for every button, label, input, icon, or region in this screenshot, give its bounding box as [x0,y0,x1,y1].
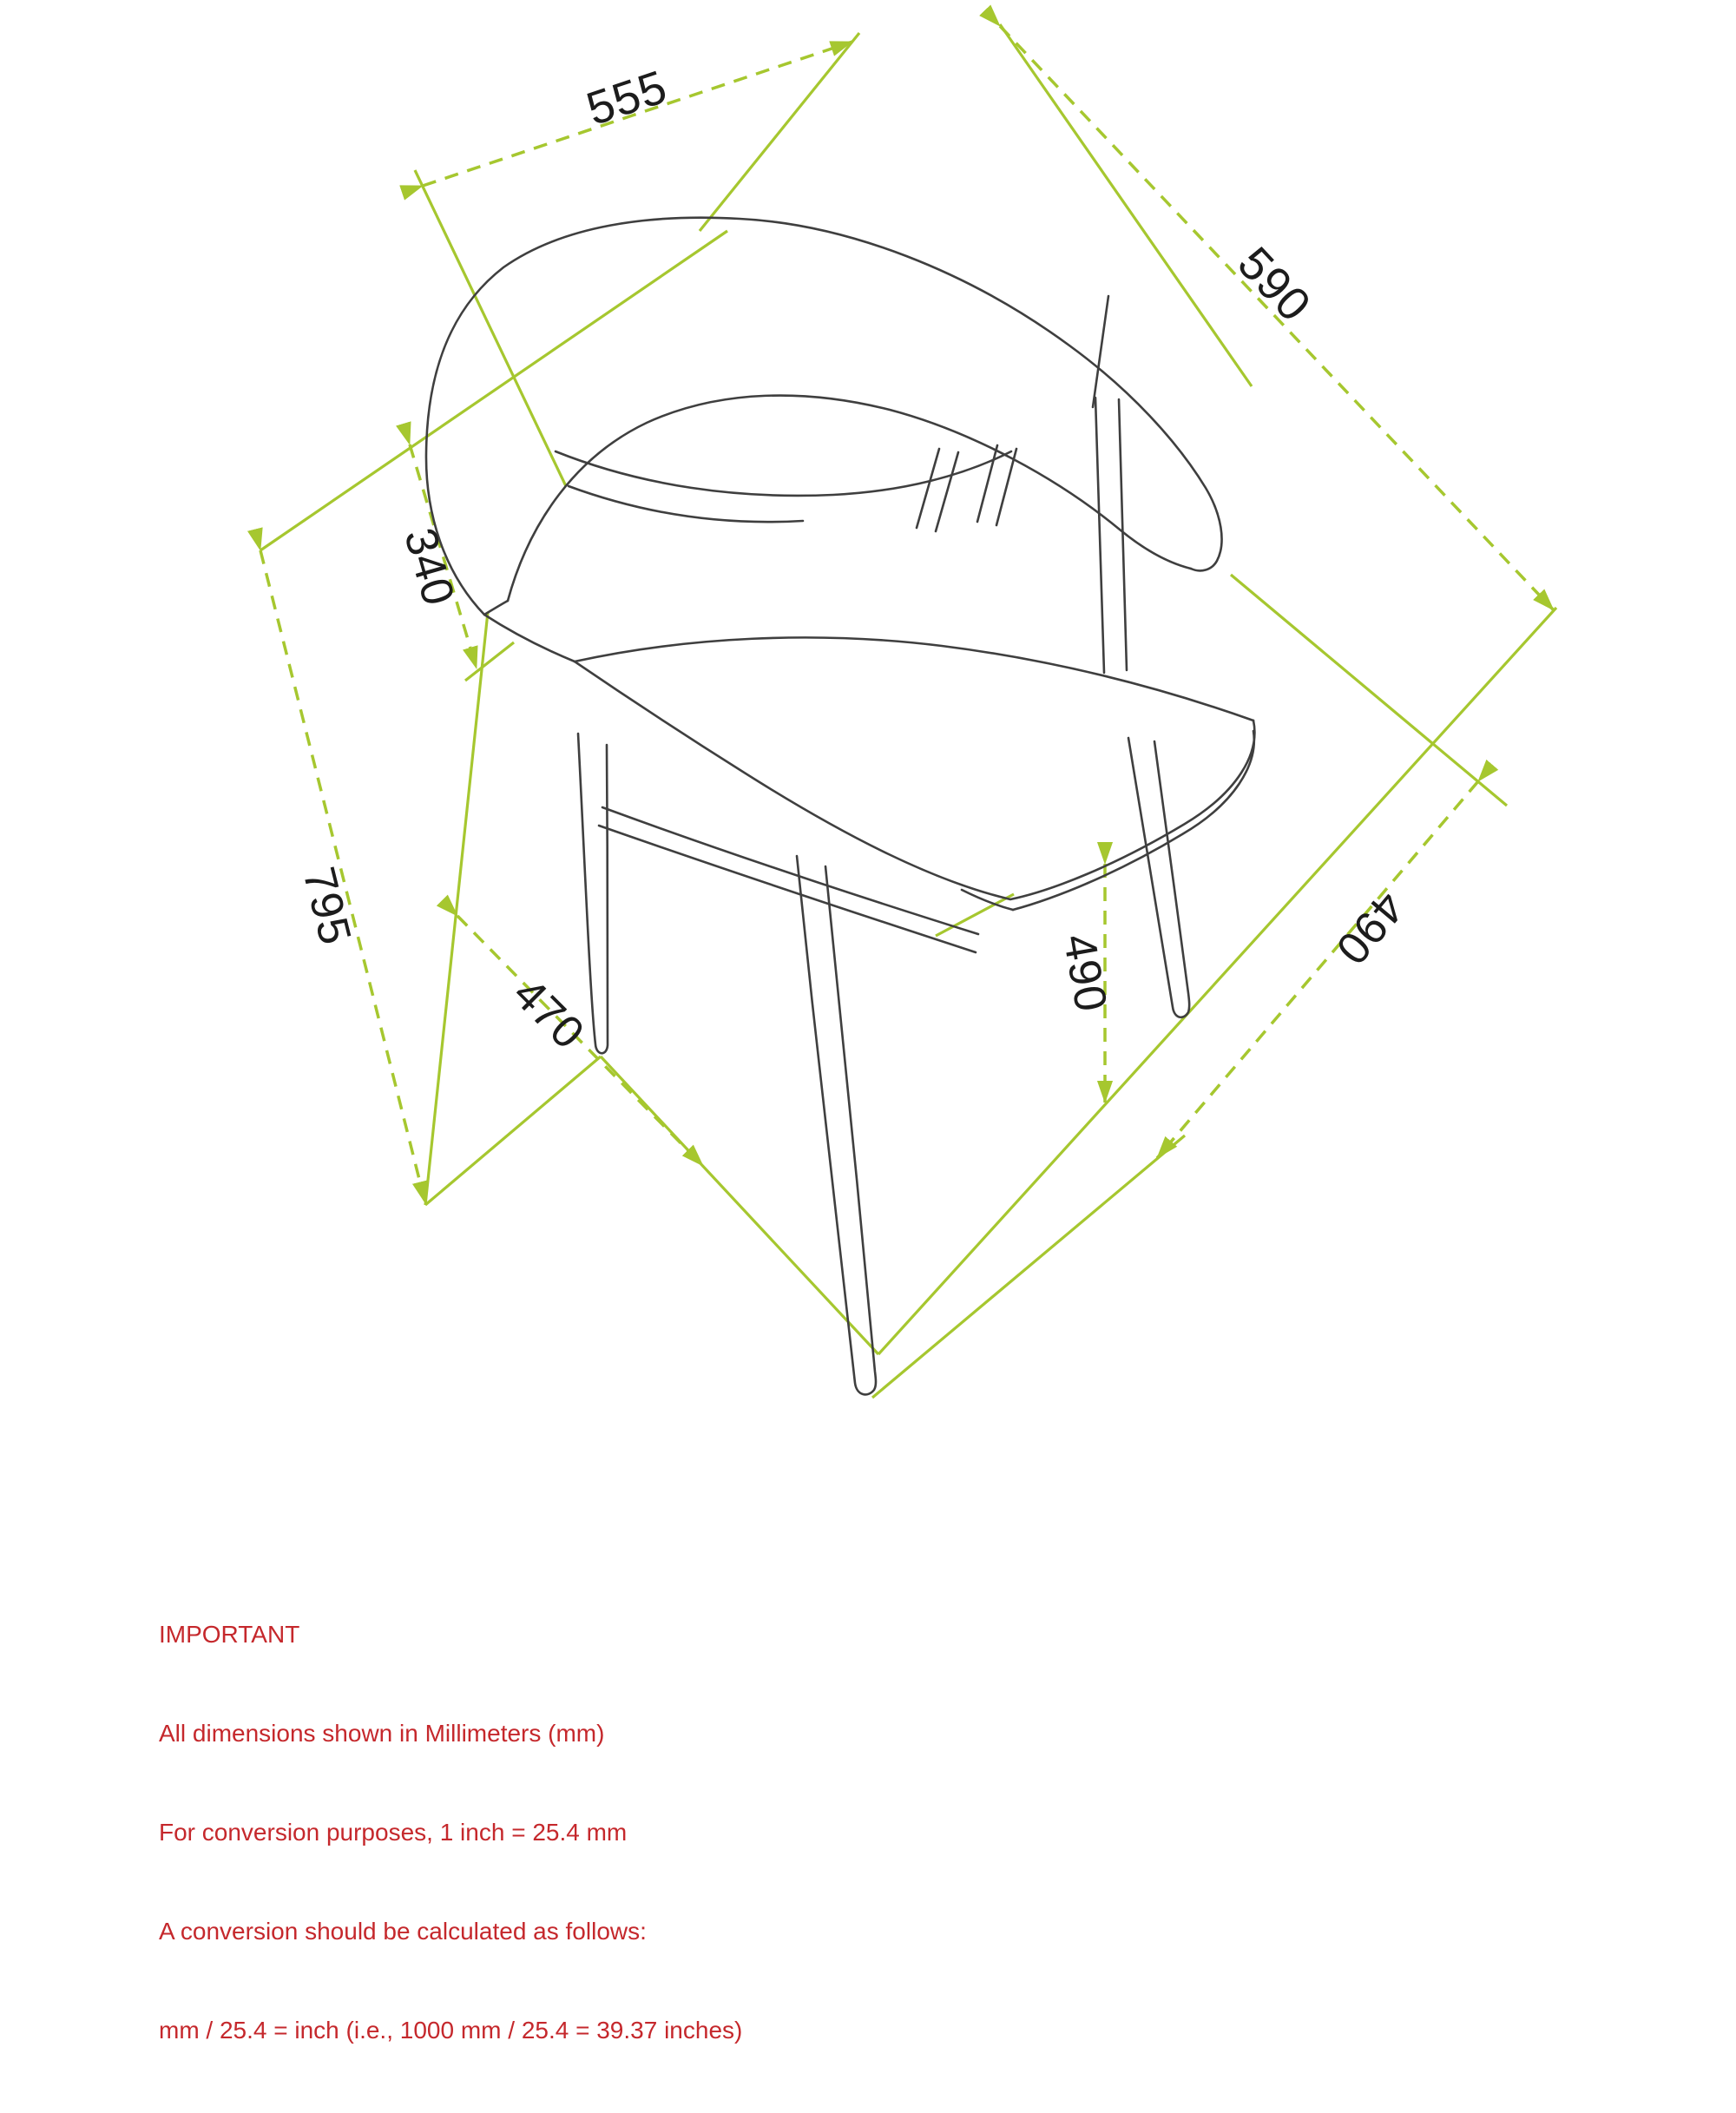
slat-2-edge [977,445,997,522]
ext-555-right [700,33,859,231]
backrest-seam [1093,296,1108,407]
ext-frontleg-up-right [872,1135,1185,1398]
slat-1-edge [917,449,939,528]
dim-label-seat-width: 470 [503,968,595,1060]
chair-line-art [426,218,1254,1395]
stretcher-bar [599,807,978,952]
dim-label-backrest-height: 340 [394,523,464,612]
notice-line-1: All dimensions shown in Millimeters (mm) [159,1720,605,1747]
notice-title: IMPORTANT [159,1621,300,1648]
stretcher-top [602,807,978,934]
dim-label-seat-depth: 490 [1325,881,1415,974]
notice-line-3: A conversion should be calculated as follows: [159,1918,647,1945]
seat-front-edge [575,662,1254,899]
ext-floor-left [425,1056,601,1205]
ext-590-top [1000,24,1252,386]
dimension-lines [260,26,1554,1203]
dim-label-top-width: 555 [580,60,674,136]
stretcher-bottom [599,826,976,952]
extension-lines [260,24,1556,1398]
dimension-line-seat-depth-490 [1157,781,1478,1158]
ext-arm-right-down [1231,575,1507,806]
dim-label-overall-height: 795 [293,862,361,951]
backrest-inner-face-curve-2 [569,486,803,522]
armrest-left-tip [484,601,508,615]
leg-back-right-lower [1128,738,1189,1017]
notice-line-2: For conversion purposes, 1 inch = 25.4 mm [159,1819,628,1846]
seat-back-edge [575,637,1253,721]
ext-armtip-to-floor [425,612,488,1205]
leg-front-left [578,734,608,1053]
ext-seat-bottom [936,894,1014,936]
leg-front-center [797,856,876,1394]
ext-back-corner-to-left [260,231,727,550]
dim-label-back-diagonal: 590 [1227,237,1321,332]
backrest-inner-edge [508,396,1191,601]
slat-1-edge2 [936,452,958,531]
dimension-labels [293,61,1414,1060]
slat-2-edge2 [996,449,1016,525]
back-slats [917,445,1016,531]
dim-label-seat-height: 490 [1053,930,1117,1017]
ext-555-left [415,170,566,486]
notice-line-4: mm / 25.4 = inch (i.e., 1000 mm / 25.4 = 39.37 inches) [159,2017,743,2044]
ext-590-bottom-floor-edge [878,608,1556,1354]
backrest-outer-edge [426,218,1222,615]
ext-340-bottom [465,642,514,681]
seat-thickness-edge [1013,731,1254,910]
important-notice [159,1552,742,2113]
leg-back-right-upper [1095,398,1127,673]
leg-upper-edge [1095,398,1104,673]
ext-floor-front-left [601,1056,878,1354]
backrest-inner-face-curve [556,451,1011,496]
